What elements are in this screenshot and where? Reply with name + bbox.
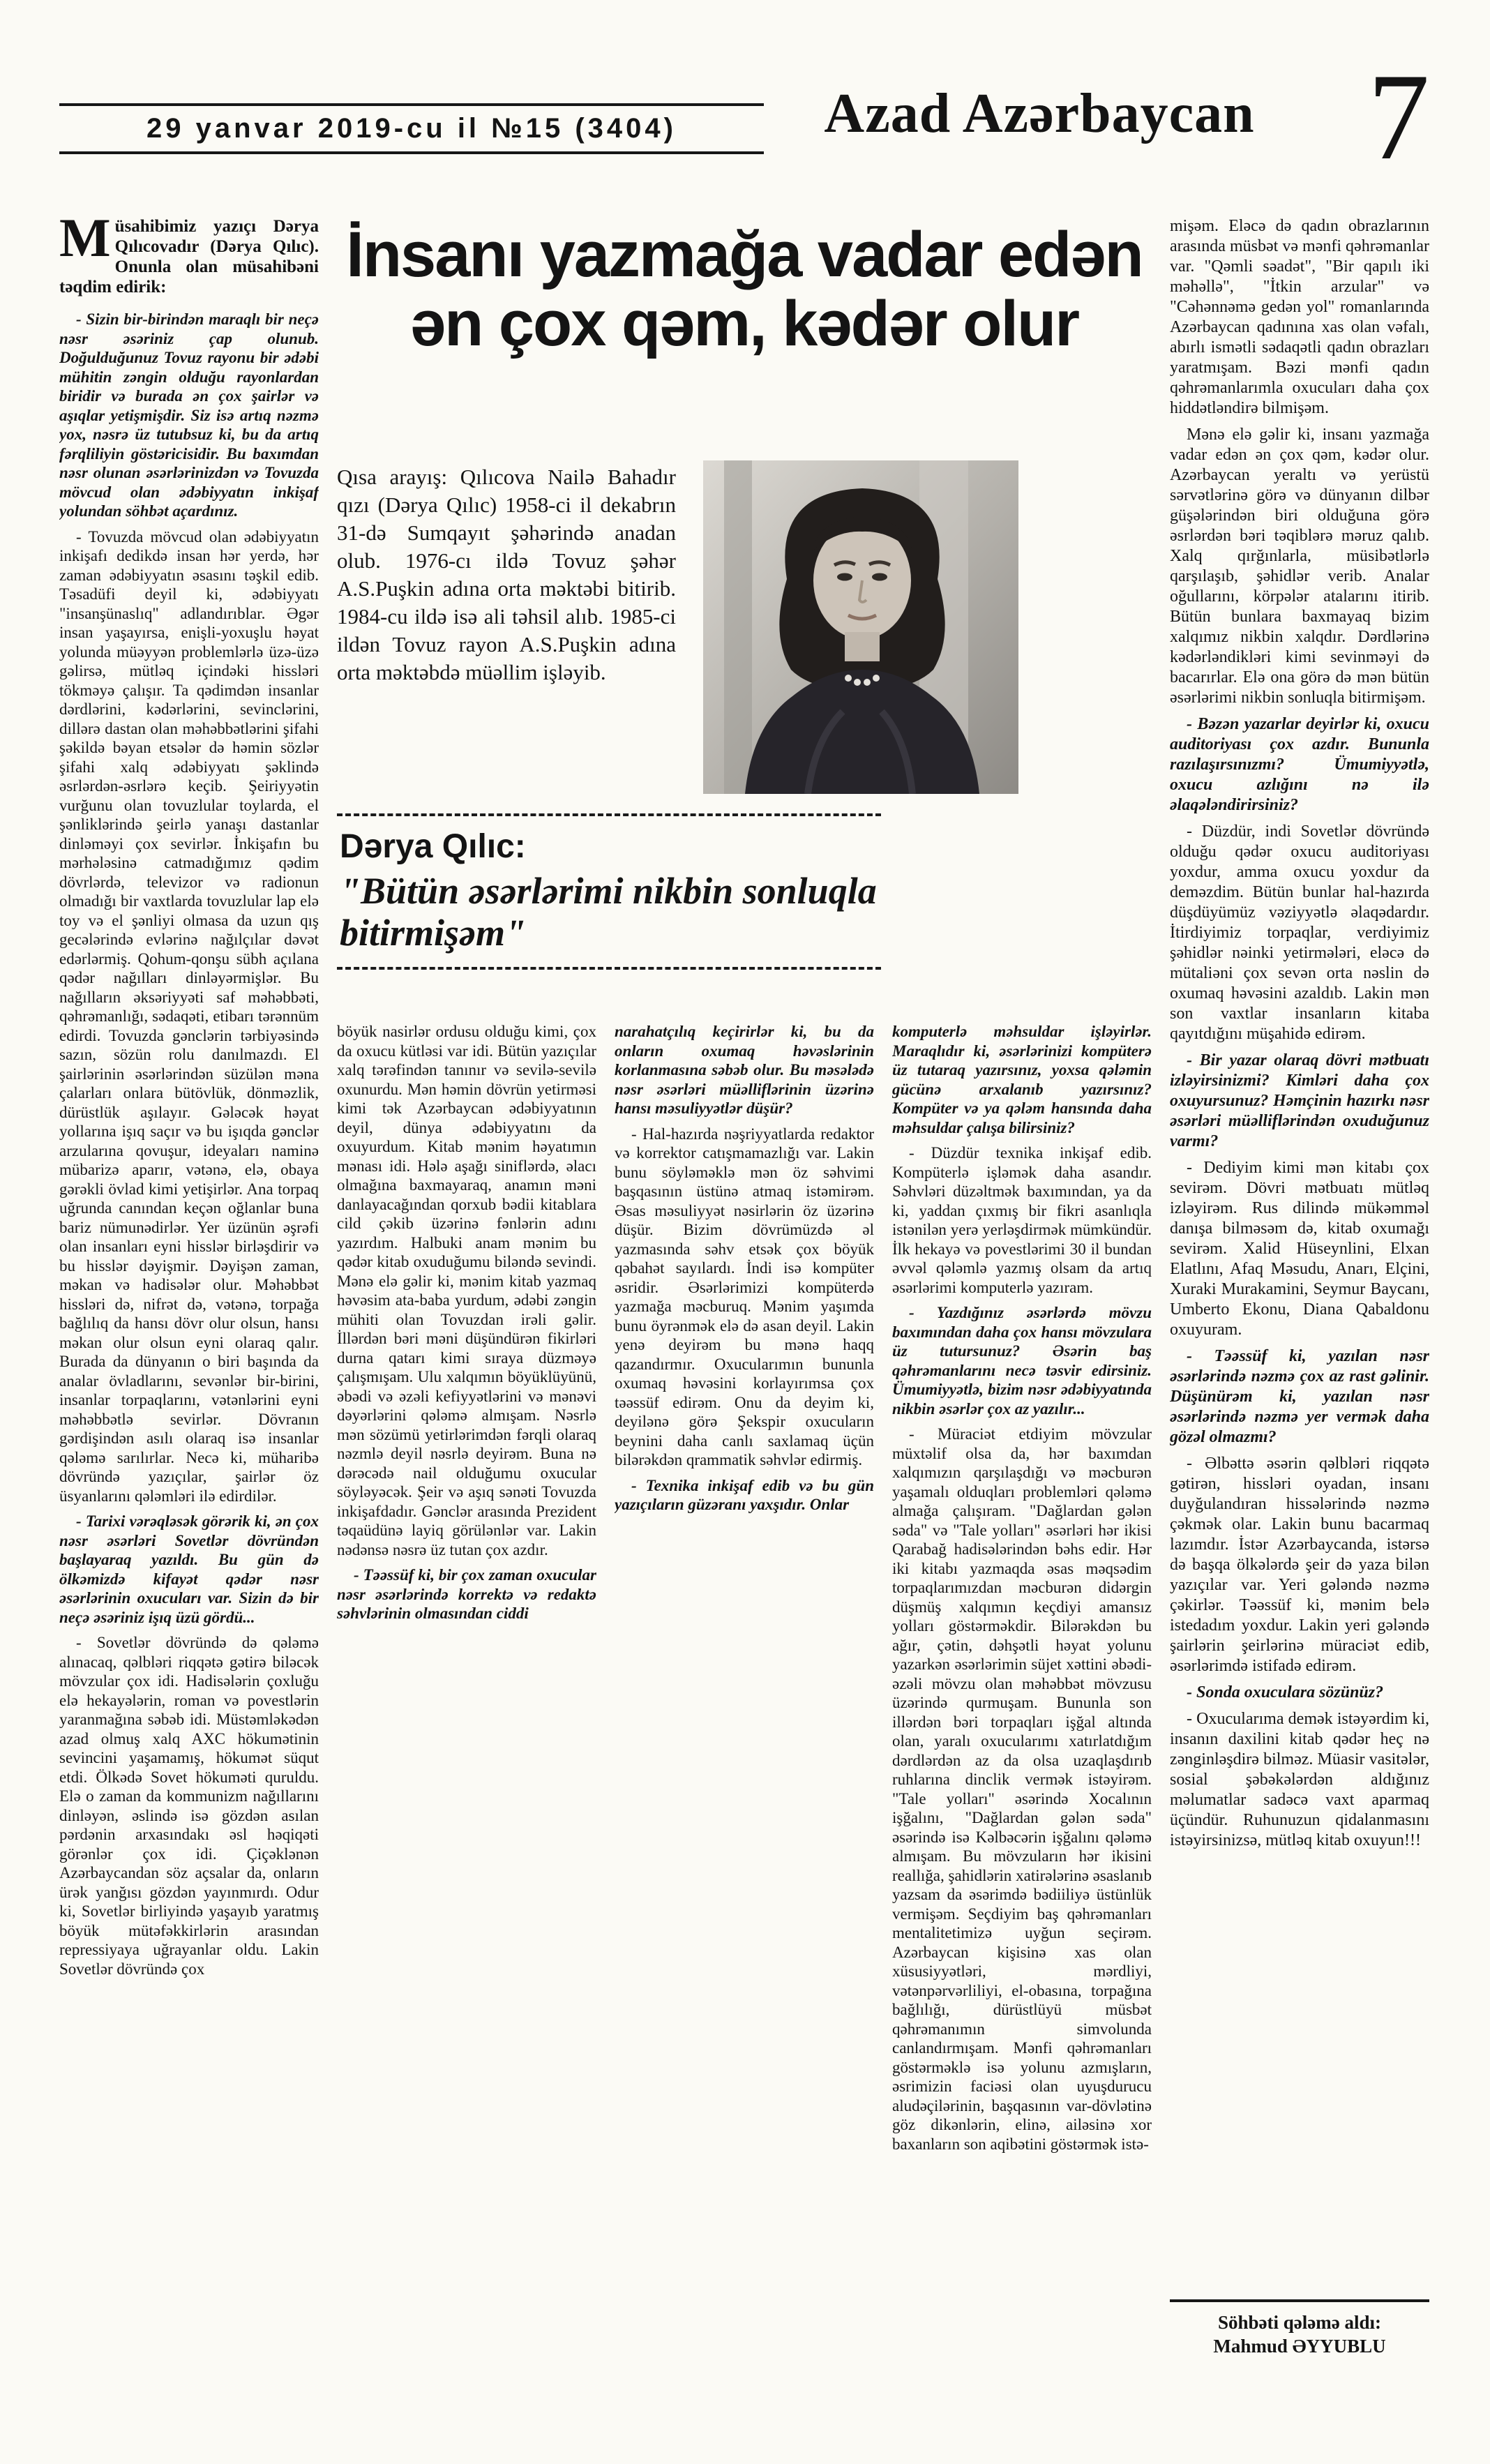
intro-dropcap: M bbox=[59, 216, 111, 268]
intro-text: üsahibimiz yazıçı Dərya Qılıcovadır (Dərya Qılıc). Onunla olan müsahibəni təqdim edirik: bbox=[59, 217, 319, 296]
bio-paragraph: Qısa arayış: Qılıcova Nailə Bahadır qızı (Dərya Qılıc) 1958-ci il dekabrın 31-də Sumqayıt şəhərində anadan olub. 1976-cı ildə Tovuz şəhər A.S.Puşkin adına orta məktəbi bitirib. 1984-cu ildə isə ali təhsil alıb. 1985-ci ildən Tovuz rayon A.S.Puşkin adına orta məktəbdə müəllim işləyib. bbox=[337, 465, 676, 684]
column-1 bbox=[59, 216, 319, 2407]
answer-paragraph: - Müraciət etdiyim mövzular müxtəlif olsa da, hər baxımdan xalqımızın qarşılaşdığı və məcburən yaşamalı olduqları problemləri qələmə almağa çalışıram. "Dağlardan gələn səda" və "Tale yolları" əsərləri hər ikisi Qarabağ hadisələrindən bəhs edir. Hər iki kitabı yazmaqda əsas məqsədim torpaqlarımızdan məcburən didərgin düşmüş xalqımın keçdiyi amansız yolları göstərməkdir. Bilərəkdən bu ağır, çətin, dəhşətli həyat yolunu yazarkən əsərlərimin süjet xəttini əbədi-əzəli mövzu olan məhəbbət mövzusu üzərində qurmuşam. Bununla son illərdən bəri torpaqları işğal altında olan, yaralı oxucularımı xatırlatdığım dərdlərdən az da olsa uzaqlaşdırıb ruhlarına dinclik vermək istəyirəm. "Tale yolları" əsərində Xocalının işğalını, "Dağlardan gələn səda" əsərində isə Kəlbəcərin işğalını qələmə almışam. Bu mövzuların hər ikisini reallığa, şahidlərin xatirələrinə əsaslanıb yazsam da əsərimdə bədiiliyə üstünlük vermişəm. Seçdiyim baş qəhrəmanları mentalitetimizə uyğun seçirəm. Azərbaycan kişisinə xas olan xüsusiyyətləri, mərdliyi, vətənpərvərliliyi, el-obasına, torpağına bağlılığı, dürüstlüyü müsbət qəhrəmanımın simvolunda canlandırmışam. Mənfi qəhrəmanları göstərməklə isə yolunu azmışların, əsrimizin faciəsi olan uyuşdurucu aludəçilərinin, başqasının var-dövlətinə göz dikənlərin, elinə, ailəsinə xor baxanların son aqibətini göstərmək istə- bbox=[892, 1425, 1152, 2153]
question-paragraph: - Tarixi vərəqləsək görərik ki, ən çox nəsr əsərləri Sovetlər dövründən başlayaraq yazıldı. Bu gün də ölkəmizdə kifayət qədər nəsr əsərlərinin oxucuları var. Sizin də bir neçə əsəriniz işıq üzü gördü... bbox=[59, 1512, 319, 1626]
column-2 bbox=[337, 1022, 596, 2410]
question-paragraph: - Təəssüf ki, bir çox zaman oxucular nəsr əsərlərində korrektə və redaktə səhvlərinin olmasından ciddi bbox=[337, 1566, 596, 1622]
answer-paragraph: - Dediyim kimi mən kitabı çox sevirəm. Dövri mətbuatı mütləq izləyirəm. Rus dilində mükəmməl danışa bilməsəm də, kitab oxumağı sevirəm. Xalid Hüseynlini, Elxan Elatlını, Afaq Məsudu, Anarı, Elçini, Xuraki Murakamini, Seymur Baycanı, Umberto Ekonu, Diana Qabaldonu oxuyuram. bbox=[1170, 1159, 1429, 1339]
column-1-paragraphs bbox=[59, 310, 319, 1978]
portrait-photo bbox=[703, 460, 1018, 794]
column-4 bbox=[892, 1022, 1152, 2410]
question-paragraph: - Texnika inkişaf edib və bu gün yazıçıların güzəranı yaxşıdır. Onlar bbox=[615, 1476, 874, 1513]
intro-block bbox=[59, 216, 319, 297]
newspaper-title: Azad Azərbaycan bbox=[824, 83, 1255, 144]
question-paragraph: - Bəzən yazarlar deyirlər ki, oxucu auditoriyası çox azdır. Bununla razılaşırsınızmı? Ümumiyyətlə, oxucu azlığını nə ilə əlaqələndirirsiniz? bbox=[1170, 715, 1429, 814]
question-paragraph: narahatçılıq keçirirlər ki, bu da onların oxumaq həvəslərinin korlanmasına səbəb olur. Bu məsələdə nəsr əsərləri müəlliflərinin üzərinə hansı məsuliyyətlər düşür? bbox=[615, 1023, 874, 1117]
column-3 bbox=[615, 1022, 874, 2410]
pull-quote bbox=[337, 813, 881, 970]
question-paragraph: - Bir yazar olaraq dövri mətbuatı izləyirsinizmi? Kimləri daha çox oxuyursunuz? Həmçinin hazırkı nəsr əsərləri müəlliflərindən oxuduğunuz varmı? bbox=[1170, 1051, 1429, 1150]
portrait-photo-graphic bbox=[703, 460, 1018, 794]
answer-paragraph: - Düzdür, indi Sovetlər dövründə olduğu qədər oxucu auditoriyası yoxdur, amma oxucu yoxdur da deməzdim. Bütün bunlar hal-hazırda düşdüyümüz vəziyyətlə əlaqədardır. İtirdiyimiz torpaqlar, verdiyimiz şəhidlər nəinki yetirmələri, eləcə də mütaliəni çox sevən orta nəslin də oxumaq həvəsini azaldıb. Lakin mən son vaxtlar insanların kitaba qayıtdığını müşahidə edirəm. bbox=[1170, 822, 1429, 1043]
question-paragraph: - Sonda oxuculara sözünüz? bbox=[1187, 1683, 1384, 1701]
issue-date-number: 29 yanvar 2019-cu il №15 (3404) bbox=[59, 103, 764, 154]
answer-paragraph: - Oxucularıma demək istəyərdim ki, insanın daxilini kitab qədər heç nə zənginləşdirə bilməz. Müasir vasitələr, sosial şəbəkələrdən aldığınız məlumatlar sadəcə vaxt aparmaq üçündür. Ruhunuzun qidalanmasını istəyirsinizsə, mütləq kitab oxuyun!!! bbox=[1170, 1710, 1429, 1849]
byline bbox=[1170, 2299, 1429, 2358]
answer-paragraph: - Hal-hazırda nəşriyyatlarda redaktor və korrektor catışmamazlığı var. Lakin bunu söyləməklə mən öz səhvimi başqasının üstünə atmaq istəmirəm. Əsas məsuliyyət nəsirlərin öz üzərinə düşür. Bizim dövrümüzdə əl yazmasında səhv etsək çox böyük qəbahət sayılardı. İndi isə kompüter əsridir. Əsərlərimizi kompüterdə yazmağa məcburuq. Mənim yaşımda bunu öyrənmək elə də asan deyil. Lakin yenə deyirəm bu mənə haqq qazandırmır. Oxucularımın bununla oxumaq həvəsini korlayırımsa çox təəssüf edirəm. Onu da deyim ki, deyilənə görə Şekspir oxucuların beynini daha canlı saxlamaq üçün bilərəkdən qrammatik səhvlər edirmiş. bbox=[615, 1125, 874, 1468]
answer-paragraph: - Əlbəttə əsərin qəlbləri riqqətə gətirən, hissləri oyadan, insanı duyğulandıran hissələrində nəzmə çəkmək olar. Lakin bunu bacarmaq lazımdır. İstər Azərbaycanda, istərsə də başqa ölkələrdə şeir də yaza bilən yazıçılar var. Yeri gələndə nəzmə çəkirlər. Təəssüf ki, mənim belə istedadım yoxdur. Lakin yeri gələndə şairlərin şeirlərinə müraciət edib, əsərlərimdə istifadə edirəm. bbox=[1170, 1455, 1429, 1675]
byline-label: Söhbəti qələmə aldı: bbox=[1218, 2312, 1381, 2333]
answer-paragraph: Mənə elə gəlir ki, insanı yazmağa vadar edən ən çox qəm, kədər olur. Azərbaycan yeraltı və yerüstü sərvətlərinə görə və dünyanın dilbər güşələrindən biri olduğuna görə əsrlərdən bəri təqiblərə məruz qalıb. Xalq qırğınlarla, müsibətlərlə qarşılaşıb, şəhidlər verib. Analar oğullarını, körpələr atalarını itirib. Bütün bunlara baxmayaq bizim xalqımız nikbin xalqdır. Dərdlərinə kədərləndikləri kimi sevinməyi də bacarırlar. Elə ona görə də mən bütün əsərlərimi nikbin sonluqla bitirmişəm. bbox=[1170, 426, 1429, 707]
answer-paragraph: - Düzdür texnika inkişaf edib. Kompüterlə işləmək daha asandır. Səhvləri düzəltmək baxımından, ya da ki, yaddan çıxmış bir fikri asanlıqla istənilən yerə yerləşdirmək mümkündür. İlk hekayə və povestlərimi 30 il bundan əvvəl qələmlə yazmış olsam da artıq əsərlərimi komputerlə yazıram. bbox=[892, 1144, 1152, 1296]
question-paragraph: - Yazdığınız əsərlərdə mövzu baxımından daha çox hansı mövzulara üz tutursunuz? Əsərin baş qəhrəmanlarını necə təsvir edirsiniz. Ümumiyyətlə, bizim nəsr ədəbiyyatında nikbin əsərlər çox az yazılır... bbox=[892, 1304, 1152, 1418]
answer-paragraph: - Sovetlər dövründə də qələmə alınacaq, qəlbləri riqqətə gətirə biləcək mövzular çox idi. Hadisələrin çoxluğu elə hekayələrin, roman və povestlərin yaranmağına səbəb idi. Müstəmləkədən azad olmuş xalq AXC hökumətinin sevincini yaşamamış, hökumət süqut etdi. Ölkədə Sovet hökuməti quruldu. Elə o zaman da kommunizm nağıllarını dinləyən, əslində isə gözdən asılan pərdənin arxasındakı əsl həqiqəti görənlər çox idi. Çiçəklənən Azərbaycandan söz açsalar da, onların ürək yanğısı gözdən yayınmırdı. Odur ki, Sovetlər birliyində yaşayıb yaratmış böyük mütəfəkkirlərin arasından repressiyaya uğrayanlar oldu. Lakin Sovetlər dövründə çox bbox=[59, 1634, 319, 1978]
headline-line-1: İnsanı yazmağa vadar edən bbox=[346, 219, 1143, 290]
article-headline bbox=[337, 220, 1152, 359]
byline-name: Mahmud ƏYYUBLU bbox=[1213, 2336, 1386, 2357]
question-paragraph: - Təəssüf ki, yazılan nəsr əsərlərində nəzmə çox az rast gəlinir. Düşünürəm ki, yazılan nəsr əsərlərində nəzmə yer vermək daha gözəl olmazmı? bbox=[1170, 1347, 1429, 1446]
answer-paragraph: böyük nasirlər ordusu olduğu kimi, çox da oxucu kütləsi var idi. Bütün yazıçılar xalq tərəfindən tanınır və sevilə-sevilə oxunurdu. Mən həmin dövrün yetirməsi kimi tək Azərbaycan ədəbiyyatının deyil, dünya ədəbiyyatını da oxuyurdum. Kitab mənim həyatımın mənası idi. Hələ aşağı siniflərdə, əlacı olmağına baxmayaraq, anamın məni danlayacağından qorxub bədii kitablara cild çəkib üzərinə fənlərin adını yazırdım. Halbuki anam mənim bu qədər kitab oxuduğumu biləndə sevindi. Mənə elə gəlir ki, mənim kitab yazmaq həvəsim ata-baba yurdum, ədəbi zəngin mühiti olan Tovuzdan irəli gəlir. İllərdən bəri məni düşündürən fikirləri durna qatarı kimi sıraya düzməyə çalışmışam. Ulu xalqımın böyüklüyünü, əbədi və əzəli kefiyyətlərini və mənəvi dəyərlərini qələmə almışam. Nəsrlə mən sözümü yetirlərimdən fərqli olaraq nəzmlə deyil nəsrlə deyirəm. Buna nə dərəcədə nail olduğumu oxucular söyləyəcək. Şeir və aşıq sənəti Tovuzda inkişafdadır. Gənclər arasında Prezident təqaüdünə layiq görülənlər var. Lakin nədənsə nəsrə üz tutan çox azdır. bbox=[337, 1023, 596, 1558]
question-paragraph: komputerlə məhsuldar işləyirlər. Maraqlıdır ki, əsərlərinizi kompüterə üz tutaraq yazırsınız, yoxsa qələmin gücünə arxalanıb yazırsınız? Kompüter və ya qələm hansında daha məhsuldar çalışa bilirsiniz? bbox=[892, 1023, 1152, 1136]
answer-paragraph: - Tovuzda mövcud olan ədəbiyyatın inkişafı dedikdə insan hər yerdə, hər zaman ədəbiyyatın əsasını təşkil edib. Təsadüfi deyil ki, ədəbiyyatı "insanşünaslıq" adlandırıblar. Əgər insan yaşayırsa, enişli-yoxuşlu həyat yolunda müəyyən problemlərlə üzə-üzə gəlirsə, mütləq içindəki hissləri tökməyə çalışır. Ta qədimdən insanlar dərdlərini, kədərlərini, sevinclərini, dillərə dastan olan məhəbbətlərini şifahi şəkildə bəyan etsələr də həmin sözlər şifahi xalq ədəbiyyatı şəklində əsrlərdən-əsrlərə keçib. Şeiriyyətin vurğunu olan tovuzlular toylarda, el şənliklərində şeirlə yanaşı dastanlar dinləməyi çox sevirlər. İnkişafın bu mərhələsinə catmadığımız qədim dövrlərdə, televizor və radionun olmadığı bir vaxtlarda tovuzlular lap elə toy və el şənliyi olmasa da uzun qış gecələrində evlərinə nağılçılar dəvət edərlərmiş. Qohum-qonşu sübh açılana qədər nağılları dinləyərmişlər. Bu nağılların əksəriyyəti saf məhəbbəti, qəhrəmanlığı, sədaqəti, etibarı tərənnüm edirdi. Tovuzda gənclərin tərbiyəsində sazın, sözün rolu danılmazdı. El şairlərinin əsərlərindən süzülən məna çalarları onlara bütövlük, dönməzlik, dürüstlük aşılayır. Gələcək həyat yollarına işıq saçır və bu işıqda gənclər arzularına qovuşur, ideyaları naminə mübarizə aparır, vətənə, elə, obaya gərəkli övlad kimi yetişirlər. Ana torpaq uğrunda canından keçən oğlanlar buna bariz nümunədirlər. Yer üzünün əşrəfi olan insanları eyni hisslər birləşdirir və bu hisslər dəyişmir. Dəyişən zaman, məkan və hadisələr olur. Məhəbbət hissləri də, nifrət də, vətənə, torpağa bağlılıq da hansı dövr olur olsun, hansı məkan olur olsun eyni olaraq qalır. Burada da dünyanın o biri başında da analar övladlarını, sevənlər bir-birini, insanlar torpaqlarını, vətənlərini eyni məhəbbətlə sevirlər. Dövranın gərdişindən asılı olaraq isə insanlar qələmə sarılırlar. Necə ki, müharibə dövründə yazıçılar, şairlər öz üsyanlarını qələmləri ilə edirdilər. bbox=[59, 527, 319, 1505]
pull-quote-speaker: Dərya Qılıc: bbox=[340, 828, 526, 865]
page-number: 7 bbox=[1367, 47, 1430, 186]
column-5 bbox=[1170, 216, 1429, 2267]
question-paragraph: - Sizin bir-birindən maraqlı bir neçə nəsr əsəriniz çap olunub. Doğulduğunuz Tovuz rayonu bir ədəbi mühitin zəngin olduğu rayonlardan biridir və burada ən çox şairlər və aşıqlar yetişmişdir. Siz isə artıq nəzmə yox, nəsrə üz tutubsuz ki, bu da artıq fərqliliyin göstəricisidir. Bu baxımdan nəsr olunan əsərlərinizdən və Tovuzda mövcud olan ədəbiyyatın inkişaf yolundan söhbət açardınız. bbox=[59, 310, 319, 520]
headline-line-2: ən çox qəm, kədər olur bbox=[409, 288, 1079, 360]
answer-paragraph: mişəm. Eləcə də qadın obrazlarının arasında müsbət və mənfi qəhrəmanlar var. "Qəmli səadət", "Bir qapılı iki məhəllə", "İtkin arzular" və "Cəhənnəmə gedən yol" romanlarında Azərbaycan qadınına xas olan vəfalı, abırlı ismətli sədaqətli qadın obrazları yaratmışam. Bəzi mənfi qadın qəhrəmanlarımla oxucuları daha çox hiddətləndirə bilmişəm. bbox=[1170, 217, 1429, 417]
pull-quote-text: "Bütün əsərlərimi nikbin sonluqla bitirmişəm" bbox=[340, 870, 877, 954]
